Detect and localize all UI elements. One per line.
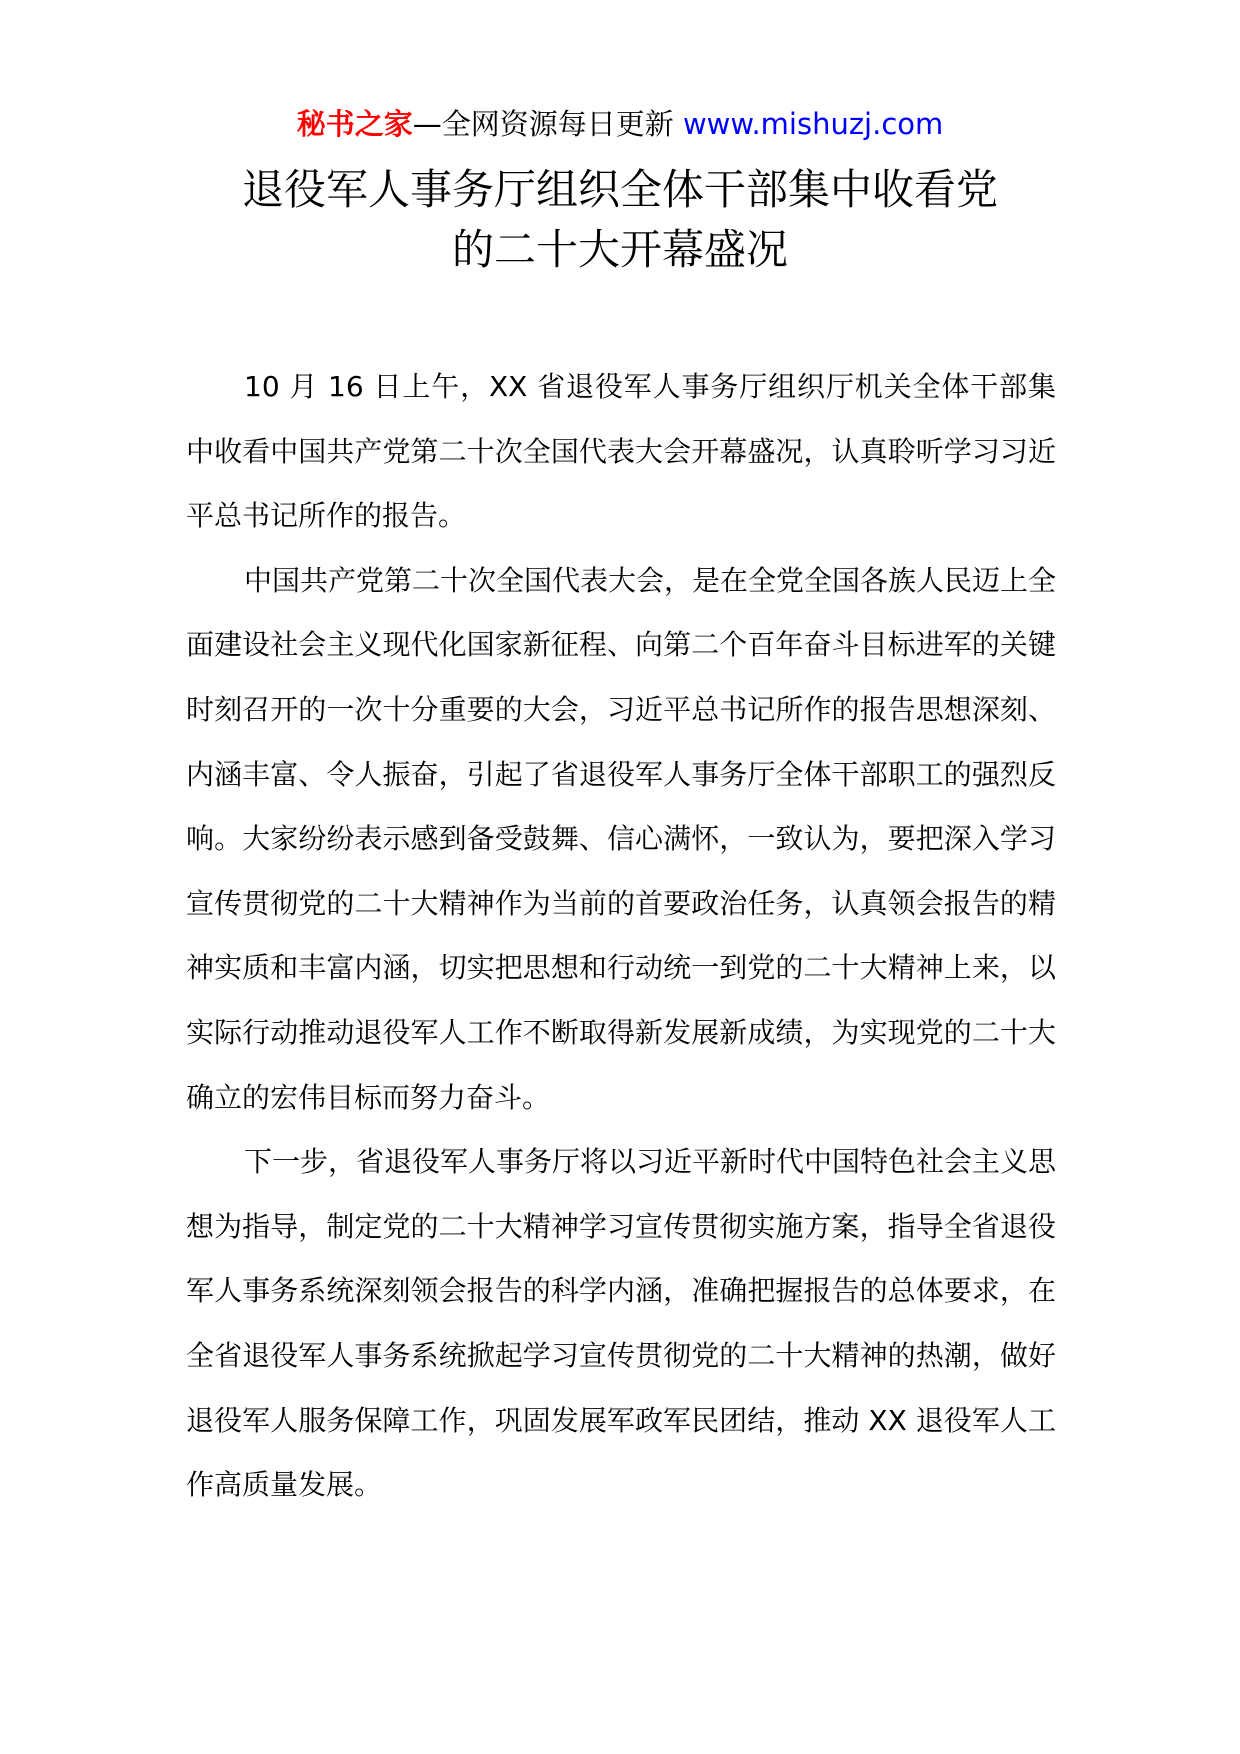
- header-tagline: —全网资源每日更新: [412, 107, 683, 141]
- document-title-line-1: 退役军人事务厅组织全体干部集中收看党: [241, 165, 998, 214]
- paragraph-1: 10 月 16 日上午，XX 省退役军人事务厅组织厅机关全体干部集中收看中国共产党第二十次全国代表大会开幕盛况，认真聆听学习习近平总书记所作的报告。: [186, 370, 1056, 533]
- paragraph-2: 中国共产党第二十次全国代表大会，是在全党全国各族人民迈上全面建设社会主义现代化国家新征程、向第二个百年奋斗目标进军的关键时刻召开的一次十分重要的大会，习近平总书记所作的报告思想深刻、内涵丰富、令人振奋，引起了省退役军人事务厅全体干部职工的强烈反响。大家纷纷表示感到备受鼓舞、信心满怀，一致认为，要把深入学习宣传贯彻党的二十大精神作为当前的首要政治任务，认真领会报告的精神实质和丰富内涵，切实把思想和行动统一到党的二十大精神上来，以实际行动推动退役军人工作不断取得新发展新成绩，为实现党的二十大确立的宏伟目标而努力奋斗。: [186, 563, 1057, 1114]
- document-title: [0, 160, 1240, 280]
- site-url-link[interactable]: www.mishuzj.com: [682, 107, 944, 141]
- document-body: [186, 355, 1056, 1518]
- brand-name: 秘书之家: [296, 107, 413, 141]
- paragraph-3: 下一步，省退役军人事务厅将以习近平新时代中国特色社会主义思想为指导，制定党的二十大精神学习宣传贯彻实施方案，指导全省退役军人事务系统深刻领会报告的科学内涵，准确把握报告的总体要求，在全省退役军人事务系统掀起学习宣传贯彻党的二十大精神的热潮，做好退役军人服务保障工作，巩固发展军政军民团结，推动 XX 退役军人工作高质量发展。: [186, 1145, 1057, 1502]
- document-title-line-2: 的二十大开幕盛况: [451, 225, 788, 274]
- page-header: [0, 104, 1240, 144]
